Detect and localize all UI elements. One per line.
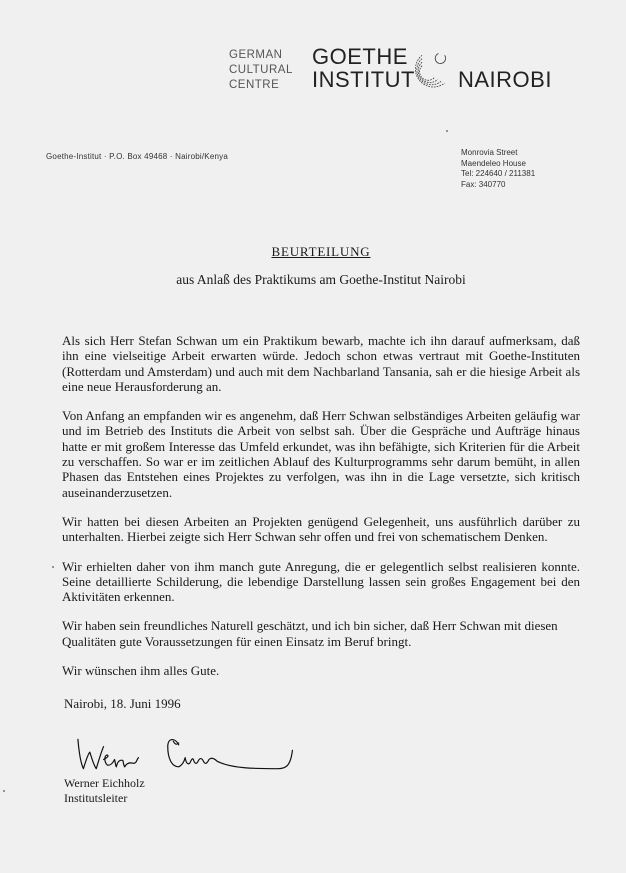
paragraph-1: Als sich Herr Stefan Schwan um ein Praktikum bewarb, machte ich ihn darauf aufmerksam, daß ihn eine vielseitige Arbeit erwarten würde. Jedoch schon etwas vertraut mit Goethe-Instituten (Rotterdam und Amsterdam) und auch mit dem Nachbarland Tansania, sah er die hiesige Arbeit als eine neue Herausforderung an. bbox=[62, 333, 580, 394]
city-wordmark: NAIROBI bbox=[458, 67, 552, 92]
paragraph-5: Wir haben sein freundliches Naturell geschätzt, und ich bin sicher, daß Herr Schwan mit diesen Qualitäten gute Voraussetzungen für einen Einsatz im Beruf bringt. bbox=[62, 618, 558, 649]
address-street: Monrovia Street bbox=[461, 148, 518, 157]
paragraph-6: Wir wünschen ihm alles Gute. bbox=[62, 663, 220, 679]
scan-speck bbox=[3, 790, 5, 792]
german-cultural-centre-label bbox=[229, 48, 293, 93]
letter-body bbox=[62, 333, 580, 678]
gcc-line-3: CENTRE bbox=[229, 79, 280, 91]
document-title-text: BEURTEILUNG bbox=[271, 244, 371, 259]
sender-return-address: Goethe-Institut · P.O. Box 49468 · Nairobi/Kenya bbox=[46, 152, 228, 161]
goethe-institut-logo-icon bbox=[403, 45, 455, 95]
institute-address-block bbox=[461, 148, 535, 190]
handwritten-signature bbox=[62, 732, 312, 776]
signer-title: Institutsleiter bbox=[64, 791, 128, 806]
address-fax: Fax: 340770 bbox=[461, 179, 506, 189]
letter-main-column bbox=[62, 244, 580, 806]
gcc-line-1: GERMAN bbox=[229, 49, 283, 61]
signer-block bbox=[64, 776, 580, 806]
wordmark-line-1: GOETHE bbox=[312, 44, 408, 69]
goethe-institut-wordmark bbox=[312, 45, 415, 91]
signer-name: Werner Eichholz bbox=[64, 776, 145, 791]
scan-speck bbox=[52, 566, 54, 568]
document-title bbox=[62, 244, 580, 260]
scan-speck bbox=[446, 130, 448, 132]
place-and-date: Nairobi, 18. Juni 1996 bbox=[64, 696, 181, 712]
wordmark-line-2: INSTITUT bbox=[312, 67, 415, 92]
paragraph-3: Wir hatten bei diesen Arbeiten an Projekten genügend Gelegenheit, uns ausführlich darüber zu unterhalten. Hierbei zeigte sich Herr Schwan sehr offen und frei von schematischem Denken. bbox=[62, 513, 580, 545]
document-subtitle: aus Anlaß des Praktikums am Goethe-Institut Nairobi bbox=[176, 272, 466, 287]
gcc-line-2: CULTURAL bbox=[229, 64, 293, 76]
paragraph-4: Wir erhielten daher von ihm manch gute Anregung, die er gelegentlich selbst realisieren konnte. Seine detaillierte Schilderung, die lebendige Darstellung lassen sein großes Engagement bei den Aktivitäten erkennen. bbox=[62, 558, 580, 605]
paragraph-2: Von Anfang an empfanden wir es angenehm, daß Herr Schwan selbständiges Arbeiten geläufig war und im Betrieb des Instituts die Arbeit von selbst sah. Über die Gespräche und Aufträge hinaus hatte er mit großem Interesse das Umfeld erkundet, was ihn befähigte, sich Kriterien für die Arbeit zu verschaffen. So war er im zeitlichen Ablauf des Kulturprogramms sehr darum bemüht, in allen Phasen das Entstehen eines Projektes zu verfolgen, was ihn in die Lage versetzte, sich kritisch auseinanderzusetzen. bbox=[62, 408, 580, 500]
address-building: Maendeleo House bbox=[461, 158, 526, 168]
address-telephone: Tel: 224640 / 211381 bbox=[461, 169, 536, 178]
